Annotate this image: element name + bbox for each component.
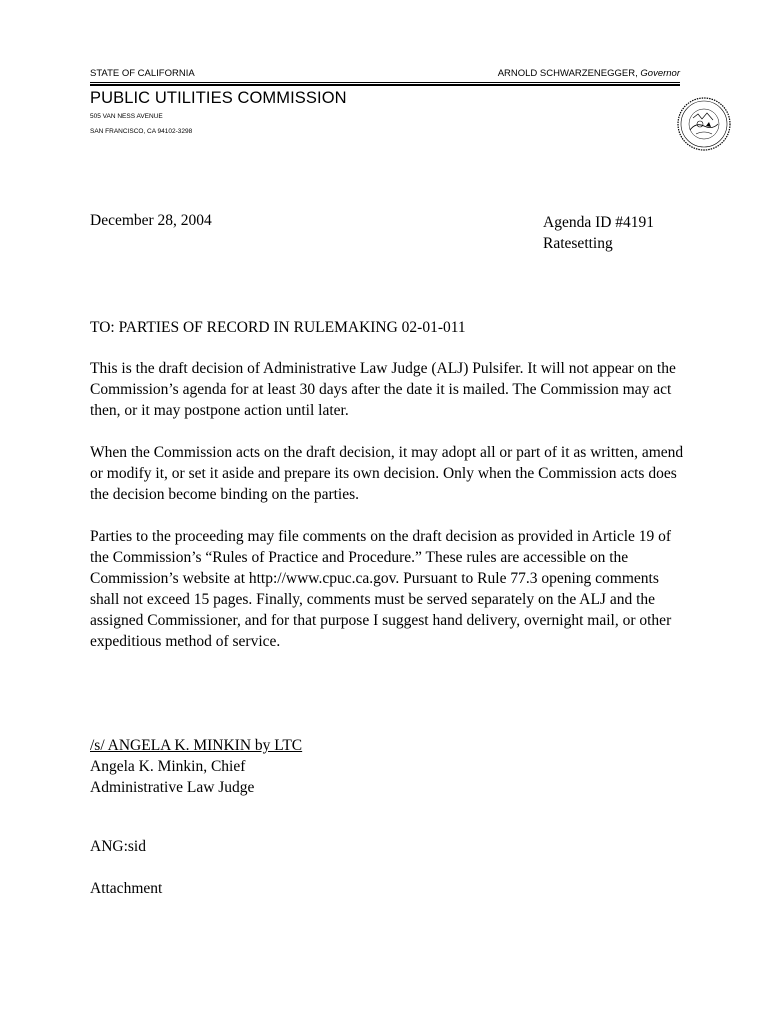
paragraph-draft-decision: This is the draft decision of Administrative Law Judge (ALJ) Pulsifer. It will not appear on the Commission’s agenda for at least 30 days after the date it is mailed. The Commission may act then, or it may postpone action until later. — [90, 360, 676, 419]
signature-block — [90, 735, 302, 798]
reference-initials: ANG:sid — [90, 838, 146, 855]
governor-label: ARNOLD SCHWARZENEGGER, Governor — [497, 68, 680, 79]
agency-name: PUBLIC UTILITIES COMMISSION — [90, 89, 347, 107]
state-seal-icon — [676, 96, 732, 152]
letter-date: December 28, 2004 — [90, 212, 212, 229]
signed-line: /s/ ANGELA K. MINKIN by LTC — [90, 737, 303, 754]
address-line-1: 505 VAN NESS AVENUE — [90, 113, 163, 120]
agenda-block — [543, 212, 654, 254]
attachment-label: Attachment — [90, 880, 163, 897]
proceeding-category: Ratesetting — [543, 235, 613, 252]
paragraph-commission-action: When the Commission acts on the draft decision, it may adopt all or part of it as written, amend or modify it, or set it aside and prepare its own decision. Only when the Commission acts does the decision become binding on the parties. — [90, 444, 684, 503]
signer-title: Administrative Law Judge — [90, 779, 255, 796]
signer-name: Angela K. Minkin, Chief — [90, 758, 246, 775]
state-label: STATE OF CALIFORNIA — [90, 68, 195, 79]
agenda-id: Agenda ID #4191 — [543, 214, 655, 231]
addressee-line: TO: PARTIES OF RECORD IN RULEMAKING 02-01-011 — [90, 319, 466, 336]
paragraph-comments: Parties to the proceeding may file comments on the draft decision as provided in Article 19 of the Commission’s “Rules of Practice and Procedure.” These rules are accessible on the Commission’s website at http://www.cpuc.ca.gov. Pursuant to Rule 77.3 opening comments shall not exceed 15 pages. Finally, comments must be served separately on the ALJ and the assigned Commissioner, and for that purpose I suggest hand delivery, overnight mail, or other expeditious method of service. — [90, 528, 672, 650]
letterhead-rule-thin — [90, 82, 680, 83]
letterhead-top-line — [90, 68, 680, 79]
address-line-2: SAN FRANCISCO, CA 94102-3298 — [90, 128, 193, 135]
letterhead-rule-thick — [90, 84, 680, 86]
